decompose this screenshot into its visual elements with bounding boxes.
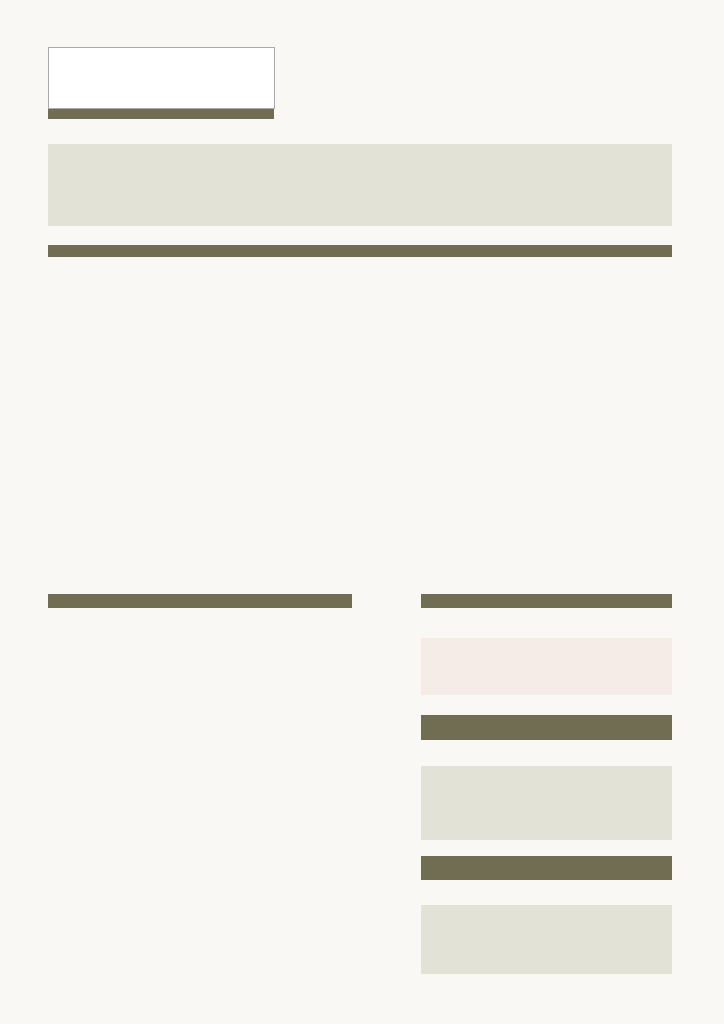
budget-box bbox=[421, 766, 672, 840]
goal-box bbox=[48, 144, 672, 226]
month-underline bbox=[48, 109, 274, 119]
special-box bbox=[421, 638, 672, 695]
bottom-table-bar bbox=[48, 594, 352, 608]
special-header bbox=[421, 612, 672, 636]
budget-title-bar bbox=[421, 715, 672, 740]
special-bar bbox=[421, 594, 672, 608]
balance-box bbox=[421, 905, 672, 974]
top-table bbox=[48, 260, 672, 557]
top-table-bar bbox=[48, 245, 672, 257]
balance-title-bar bbox=[421, 856, 672, 880]
bottom-table bbox=[48, 612, 352, 974]
month-box bbox=[48, 47, 275, 109]
